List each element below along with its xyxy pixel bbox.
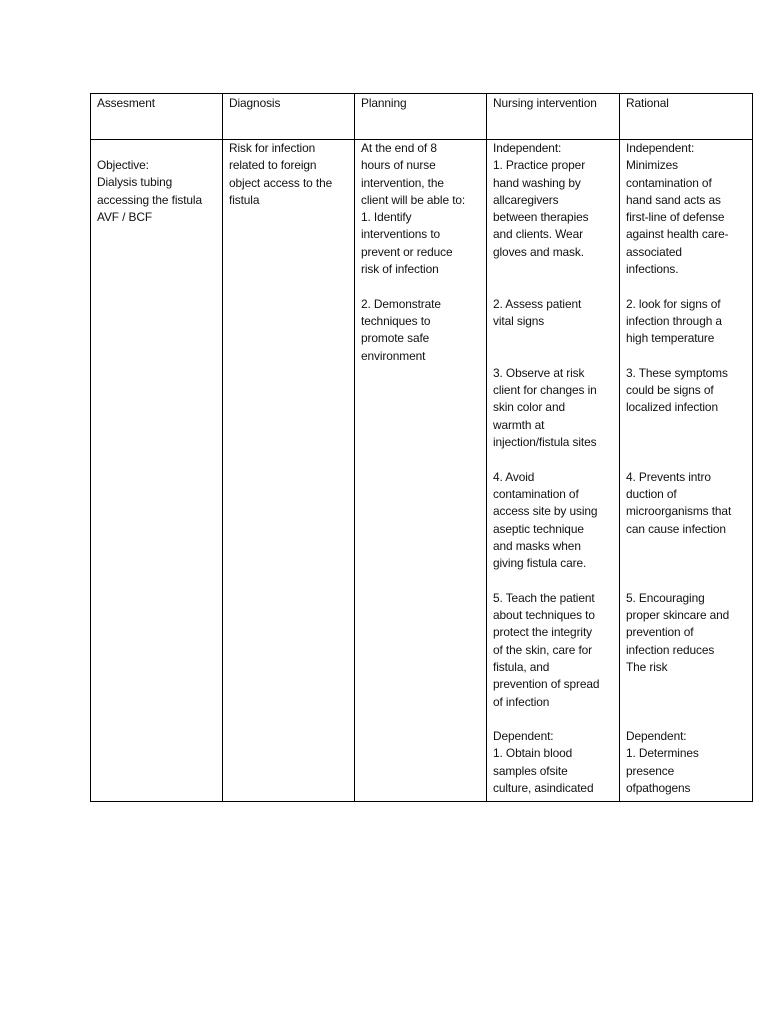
header-planning: Planning bbox=[361, 96, 407, 110]
table-border-left bbox=[90, 93, 91, 802]
cell-text-line: Dialysis tubing bbox=[97, 175, 173, 190]
cell-text-line bbox=[493, 278, 599, 295]
cell-text-line: hours of nurse bbox=[361, 158, 436, 173]
column-divider-2 bbox=[354, 93, 355, 802]
cell-text-line: contamination of bbox=[626, 175, 712, 190]
cell-text-line: 2. Demonstrate bbox=[361, 296, 441, 311]
cell-text-line: fistula bbox=[229, 192, 260, 207]
cell-text-line bbox=[493, 348, 599, 365]
cell-text-line: of the skin, care for bbox=[493, 642, 593, 657]
cell-text-line: high temperature bbox=[626, 331, 715, 346]
cell-text-line: about techniques to bbox=[493, 608, 595, 623]
cell-text-line: culture, asindicated bbox=[493, 780, 594, 795]
cell-text-line bbox=[493, 572, 599, 589]
cell-text-line: aseptic technique bbox=[493, 521, 584, 536]
cell-text-line: 5. Teach the patient bbox=[493, 590, 595, 605]
cell-text-line: 1. Practice proper bbox=[493, 158, 586, 173]
planning-cell bbox=[361, 140, 465, 365]
cell-text-line bbox=[626, 348, 731, 365]
cell-text-line: client will be able to: bbox=[361, 192, 466, 207]
cell-text-line: Dependent: bbox=[626, 729, 687, 744]
diagnosis-cell bbox=[229, 140, 332, 209]
cell-text-line: infection reduces bbox=[626, 642, 715, 657]
cell-text-line: allcaregivers bbox=[493, 192, 559, 207]
cell-text-line: At the end of 8 bbox=[361, 141, 437, 155]
cell-text-line: against health care- bbox=[626, 227, 729, 242]
cell-text-line: related to foreign bbox=[229, 158, 317, 173]
cell-text-line: Independent: bbox=[626, 141, 695, 155]
cell-text-line: hand sand acts as bbox=[626, 192, 721, 207]
cell-text-line bbox=[626, 572, 731, 589]
cell-text-line: 2. look for signs of bbox=[626, 296, 721, 311]
cell-text-line bbox=[493, 261, 599, 278]
cell-text-line: promote safe bbox=[361, 331, 430, 346]
cell-text-line: 4. Prevents intro bbox=[626, 469, 711, 484]
cell-text-line bbox=[626, 451, 731, 468]
cell-text-line: interventions to bbox=[361, 227, 441, 242]
cell-text-line: ofpathogens bbox=[626, 780, 691, 795]
cell-text-line bbox=[626, 278, 731, 295]
cell-text-line: injection/fistula sites bbox=[493, 435, 597, 450]
table-border-top bbox=[90, 93, 753, 94]
cell-text-line bbox=[626, 676, 731, 693]
rational-cell bbox=[626, 140, 731, 797]
cell-text-line: AVF / BCF bbox=[97, 209, 153, 224]
cell-text-line: Independent: bbox=[493, 141, 562, 155]
nursing-intervention-cell bbox=[493, 140, 599, 797]
cell-text-line: prevention of spread bbox=[493, 677, 600, 692]
cell-text-line: accessing the fistula bbox=[97, 192, 202, 207]
cell-text-line: 3. These symptoms bbox=[626, 365, 728, 380]
cell-text-line: vital signs bbox=[493, 313, 545, 328]
cell-text-line: The risk bbox=[626, 659, 668, 674]
cell-text-line bbox=[626, 538, 731, 555]
cell-text-line: microorganisms that bbox=[626, 504, 732, 519]
cell-text-line: skin color and bbox=[493, 400, 565, 415]
cell-text-line: Minimizes bbox=[626, 158, 678, 173]
cell-text-line: environment bbox=[361, 348, 426, 363]
cell-text-line: giving fistula care. bbox=[493, 556, 587, 571]
cell-text-line bbox=[361, 278, 465, 295]
cell-text-line: of infection bbox=[493, 694, 550, 709]
cell-text-line: infections. bbox=[626, 262, 679, 277]
cell-text-line: samples ofsite bbox=[493, 763, 568, 778]
cell-text-line: gloves and mask. bbox=[493, 244, 584, 259]
cell-text-line: 2. Assess patient bbox=[493, 296, 582, 311]
cell-text-line: Objective: bbox=[97, 158, 149, 172]
cell-text-line: localized infection bbox=[626, 400, 718, 415]
cell-text-line: fistula, and bbox=[493, 659, 550, 674]
cell-text-line: 5. Encouraging bbox=[626, 590, 705, 605]
cell-text-line: Risk for infection bbox=[229, 141, 316, 155]
cell-text-line: infection through a bbox=[626, 313, 722, 328]
cell-text-line: duction of bbox=[626, 486, 677, 501]
cell-text-line: between therapies bbox=[493, 210, 589, 225]
header-assessment: Assesment bbox=[97, 96, 155, 110]
cell-text-line bbox=[626, 694, 731, 711]
column-divider-1 bbox=[222, 93, 223, 802]
cell-text-line bbox=[493, 330, 599, 347]
cell-text-line bbox=[626, 417, 731, 434]
header-rational: Rational bbox=[626, 96, 669, 110]
cell-text-line: prevention of bbox=[626, 625, 694, 640]
cell-text-line: warmth at bbox=[493, 417, 545, 432]
cell-text-line: risk of infection bbox=[361, 262, 439, 277]
cell-text-line bbox=[626, 711, 731, 728]
cell-text-line: associated bbox=[626, 244, 682, 259]
cell-text-line: 4. Avoid bbox=[493, 469, 535, 484]
header-diagnosis: Diagnosis bbox=[229, 96, 281, 110]
cell-text-line: techniques to bbox=[361, 313, 431, 328]
cell-text-line: 1. Determines bbox=[626, 746, 699, 761]
cell-text-line: protect the integrity bbox=[493, 625, 593, 640]
cell-text-line bbox=[626, 434, 731, 451]
cell-text-line: and masks when bbox=[493, 538, 581, 553]
cell-text-line bbox=[626, 555, 731, 572]
column-divider-4 bbox=[619, 93, 620, 802]
cell-text-line: and clients. Wear bbox=[493, 227, 583, 242]
cell-text-line: 1. Obtain blood bbox=[493, 746, 573, 761]
table-border-right bbox=[752, 93, 753, 802]
cell-text-line: access site by using bbox=[493, 504, 598, 519]
cell-text-line: hand washing by bbox=[493, 175, 581, 190]
cell-text-line: can cause infection bbox=[626, 521, 726, 536]
cell-text-line: could be signs of bbox=[626, 383, 714, 398]
cell-text-line: client for changes in bbox=[493, 383, 597, 398]
cell-text-line: proper skincare and bbox=[626, 608, 730, 623]
cell-text-line: 3. Observe at risk bbox=[493, 365, 585, 380]
cell-text-line bbox=[493, 711, 599, 728]
assessment-cell bbox=[97, 157, 202, 226]
cell-text-line: contamination of bbox=[493, 486, 579, 501]
header-nursing-intervention: Nursing intervention bbox=[493, 96, 597, 110]
cell-text-line bbox=[493, 451, 599, 468]
cell-text-line: prevent or reduce bbox=[361, 244, 453, 259]
cell-text-line: presence bbox=[626, 763, 675, 778]
table-border-bottom bbox=[90, 801, 753, 802]
cell-text-line: 1. Identify bbox=[361, 210, 412, 225]
cell-text-line: object access to the bbox=[229, 175, 333, 190]
cell-text-line: intervention, the bbox=[361, 175, 444, 190]
cell-text-line: Dependent: bbox=[493, 729, 554, 744]
cell-text-line: first-line of defense bbox=[626, 210, 725, 225]
column-divider-3 bbox=[486, 93, 487, 802]
